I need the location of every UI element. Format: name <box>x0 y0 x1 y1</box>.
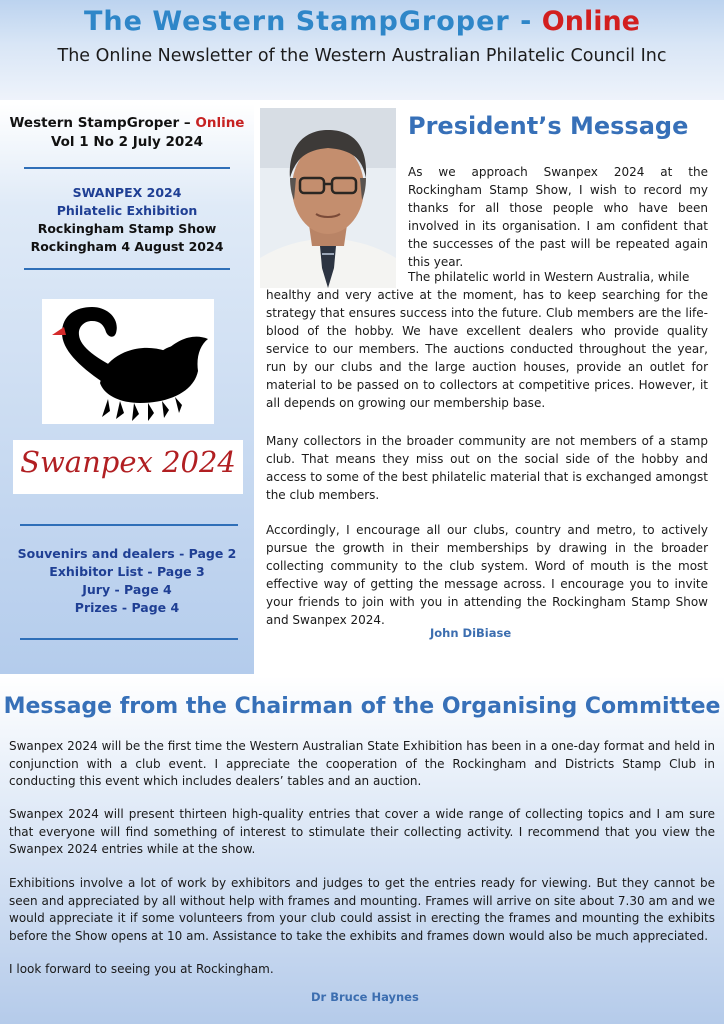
title-part-western: Western <box>152 6 287 37</box>
title-online: Online <box>541 6 640 37</box>
sidebar-issue: Vol 1 No 2 July 2024 <box>50 134 204 150</box>
swanpex-logo-text: Swanpex 2024 <box>20 445 236 479</box>
event-host: Rockingham Stamp Show <box>37 221 217 236</box>
title-part-the: The <box>84 6 143 37</box>
masthead-banner <box>0 0 724 100</box>
title-part-stampgroper: StampGroper - <box>295 6 533 37</box>
divider <box>24 167 230 169</box>
event-info <box>0 184 254 256</box>
chairman-paragraph: Swanpex 2024 will be the first time the Western Australian State Exhibition has been in a one-day format and held in conjunction with a club event. I appreciate the cooperation of the Rockingham and Districts Stamp Club in conducting this event which includes dealers’ tables and an auction. <box>9 739 715 788</box>
contents-item[interactable]: Prizes - Page 4 <box>74 600 180 615</box>
sidebar-newsletter-label: Western StampGroper – <box>9 115 191 131</box>
swanpex-logo <box>13 440 243 494</box>
event-date: Rockingham 4 August 2024 <box>30 239 224 254</box>
sidebar-newsletter-online: Online <box>195 115 245 131</box>
president-photo <box>260 108 396 288</box>
sidebar-issue-block <box>0 114 254 152</box>
newsletter-subtitle: The Online Newsletter of the Western Australian Philatelic Council Inc <box>57 46 667 66</box>
portrait-icon <box>260 108 396 288</box>
newsletter-title <box>0 6 724 37</box>
divider <box>20 524 238 526</box>
president-paragraph: healthy and very active at the moment, has to keep searching for the strategy that ensures success into the future. Club members are the life-blood of the hobby. We have excellent dealers who provide quality service to our members. The auctions conducted throughout the year, run by our clubs and the large auction houses, provide an outlet for material to be passed on to collectors at competitive prices. However, it all depends on growing our membership base. <box>266 288 708 410</box>
chairman-paragraph: Exhibitions involve a lot of work by exhibitors and judges to get the entries ready for viewing. But they cannot be seen and appreciated by all without help with frames and mounting. Frames will arrive on site about 7.30 am and we would appreciate it if some volunteers from your club could assist in erecting the frames and mounting the exhibits before the Show opens at 10 am. Assistance to take the exhibits and frames down would also be much appreciated. <box>9 876 715 943</box>
divider <box>24 268 230 270</box>
president-paragraph: As we approach Swanpex 2024 at the Rockingham Stamp Show, I wish to record my thanks for all those people who have been involved in its organisation. I am confident that the successes of the past will be repeated again this year. <box>408 165 708 269</box>
president-paragraph: Many collectors in the broader community are not members of a stamp club. That means they miss out on the social side of the hobby and access to some of the best philatelic material that is exchanged amongst the club members. <box>266 434 708 502</box>
sidebar-newsletter-name <box>0 114 254 133</box>
president-paragraph: Accordingly, I encourage all our clubs, country and metro, to actively pursue the growth in their memberships by drawing in the broader collecting community to the club system. Word of mouth is the most effective way of getting the message across. I encourage you to invite your friends to join with you in attending the Rockingham Stamp Show and Swanpex 2024. <box>266 523 708 627</box>
sidebar <box>0 104 254 674</box>
divider <box>20 638 238 640</box>
president-paragraph: The philatelic world in Western Australia, while <box>408 270 690 284</box>
black-swan-icon <box>42 299 214 424</box>
chairman-message-title: Message from the Chairman of the Organising Committee <box>3 694 721 719</box>
president-signature: John DiBiase <box>430 626 512 640</box>
contents-item[interactable]: Jury - Page 4 <box>82 582 172 597</box>
contents-list <box>0 545 254 617</box>
contents-item[interactable]: Exhibitor List - Page 3 <box>49 564 205 579</box>
president-message-title: President’s Message <box>408 112 689 140</box>
chairman-paragraph: Swanpex 2024 will present thirteen high-quality entries that cover a wide range of collecting topics and I am sure that everyone will find something of interest to stimulate their collecting activity. I recommend that you view the Swanpex 2024 entries while at the show. <box>9 807 715 856</box>
event-name: SWANPEX 2024 <box>72 185 182 200</box>
chairman-signature: Dr Bruce Haynes <box>311 990 419 1004</box>
contents-item[interactable]: Souvenirs and dealers - Page 2 <box>17 546 237 561</box>
chairman-paragraph: I look forward to seeing you at Rockingham. <box>9 962 274 976</box>
event-type: Philatelic Exhibition <box>56 203 198 218</box>
black-swan-logo <box>42 299 214 424</box>
